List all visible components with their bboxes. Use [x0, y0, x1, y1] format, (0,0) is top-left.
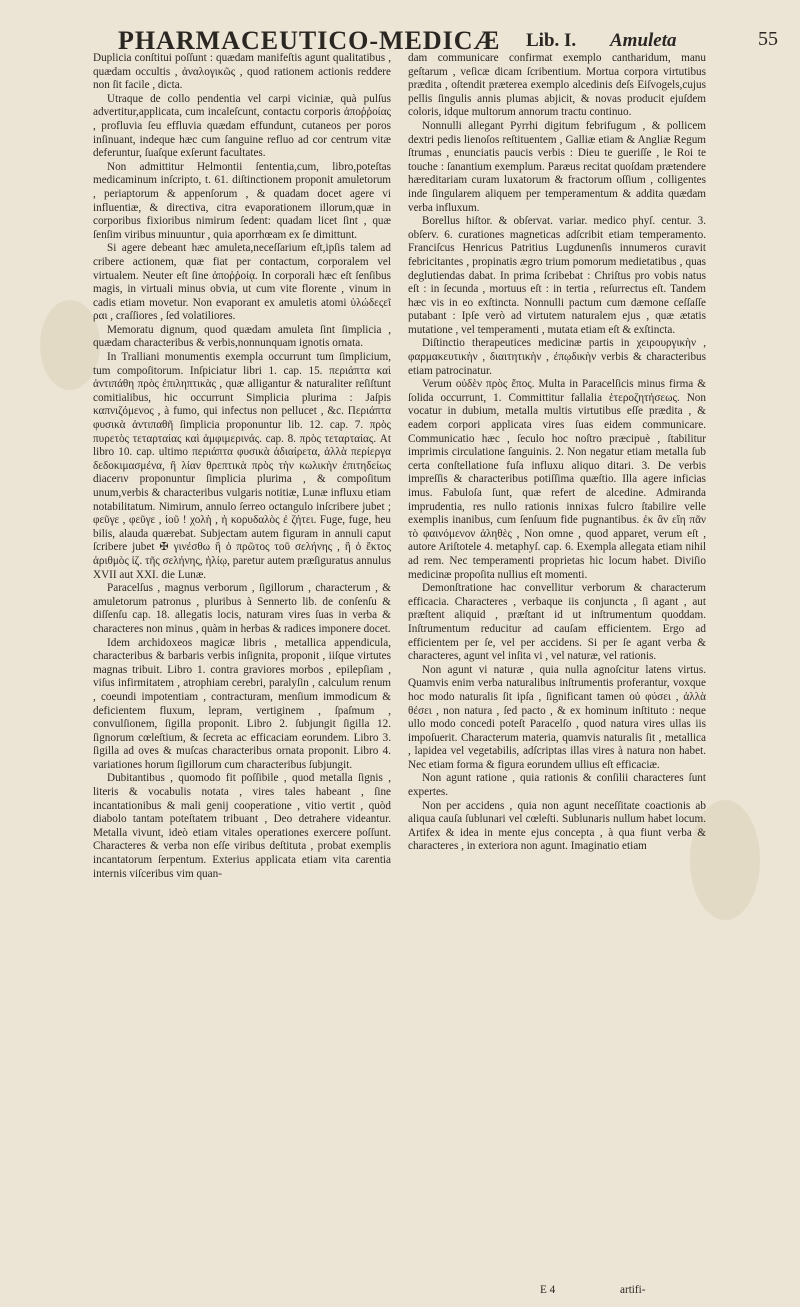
paragraph: dam communicare confirmat exemplo cantharidum, manu geſtarum , veſicæ dicam ſcribentium. Mortua corpora virtutibus prædita , oſtendit præterea exemplo alcedinis deſs Eiſvogels,cujus pellis ſingulis annis plumas abjicit, & novas producit ejuſdem coloris, idque multorum annorum tractu continuo. — [408, 52, 706, 119]
header-running-title: Amuleta — [610, 30, 677, 51]
paragraph: Non agunt ratione , quia rationis & conſilii characteres ſunt expertes. — [408, 772, 706, 799]
header-book-number: Lib. I. — [526, 30, 577, 51]
paragraph: Dubitantibus , quomodo fit poſſibile , quod metalla ſignis , literis & vocabulis notata , vires tales habeant , ſine incantationibus & mali genij cooperatione , vitio vertit , quòd diabolo tantam poteſtatem tribuant , Deo detrahere videantur. Metalla vivunt, ideò etiam vitales operationes exercere poſſunt. Characteres & verba non eſſe viribus deſtituta , probat exemplis incantatorum ſerpentum. Exterius applicata etiam vita carentia internis viſceribus vim quan- — [93, 772, 391, 880]
paragraph: Nonnulli allegant Pyrrhi digitum febrifugum , & pollicem dextri pedis lienoſos reſtituentem , Galliæ etiam & Angliæ Regum ſtrumas , enunciatis paucis verbis : Dieu te gueriſſe , le Roi te touche : ſanantium exemplum. Paræus recitat quoſdam prætendere hæreditariam curam luxatorum & fractorum oſſium , colligentes inde ſingularem aliquem per temperamentum & addita quædam verba influxum. — [408, 119, 706, 214]
paragraph: Non admittitur Helmontii ſententia,cum, libro,poteſtas medicaminum inſcripto, t. 61. diſtinctionem proponit amuletorum , periaptorum & appenſorum , & quadam docet agere vi influentiæ, & directiva, citra evaporationem illorum,quæ in corporibus fixioribus nimirum ſedent: quadam licet ſint , quæ ſenſim viribus minuuntur , quia aporrhœam ex ſe dimittunt. — [93, 160, 391, 241]
left-column — [93, 52, 391, 1284]
paragraph: Borellus hiſtor. & obſervat. variar. medico phyſ. centur. 3. obſerv. 6. curationes magneticas adſcribit etiam temperamento. Franciſcus Henricus Patritius Lugdunenſis innumeros curavit febricitantes , propinatis ægro trium pomorum medietatibus , quas deglutiendas dabat. In prima ſcribebat : Chriſtus pro vobis natus eſt : in ſecunda , mortuus eſt : in tertia , reſurrectus eſt. Tandem hæc vis in eo exſtincta. Nonnulli pactum cum dæmone ceſſaſſe putabant : Ipſe verò ad virtutem naturalem ejus , quæ ætatis mutatione , vel temperamenti , mutata etiam eſt & exſtincta. — [408, 215, 706, 336]
paper-stain — [40, 300, 100, 390]
paragraph: Diſtinctio therapeutices medicinæ partis in χειρουργικὴν , φαρμακευτικὴν , διαιτητικὴν , ἐπῳδικὴν verbis & characteribus etiam patrocinatur. — [408, 337, 706, 377]
catchword: artifi- — [620, 1284, 646, 1296]
paragraph: Memoratu dignum, quod quædam amuleta ſint ſimplicia , quædam characteribus & verbis,nonnunquam ignotis ornata. — [93, 323, 391, 350]
page-number: 55 — [758, 28, 778, 50]
paragraph: Paracelſus , magnus verborum , ſigillorum , characterum , & amuletorum patronus , pluribus à Sennerto lib. de conſenſu & diſſenſu cap. 18. allegatis locis, naturam vires ſuas in verba & characteres non minus , quàm in herbas & radices imponere docet. — [93, 582, 391, 635]
header-title: PHARMACEUTICO-MEDICÆ — [118, 26, 501, 55]
paragraph: Idem archidoxeos magicæ libris , metallica appendicula, characteribus & barbaris verbis inſignita, proponit , iiſque virtutes magnas tribuit. Libro 1. contra graviores morbos , epilepſiam , viſus infirmitatem , atrophiam cerebri, paralyſin , calculum renum , coeundi impotentiam , contracturam, menſium immodicum & deficientem fluxum, lepram, vertiginem , ſpaſmum , convulſionem, ſigilla proponit. Libro 2. ſubjungit ſigilla 12. ſignorum cœleſtium, & ſecreta ac efficaciam eorundem. Libro 3. ſigilla ad oves & muſcas characteribus ornata proponit. Libro 4. variationes horum ſigillorum cum characteribus ſubjungit. — [93, 636, 391, 771]
paragraph: Non per accidens , quia non agunt neceſſitate coactionis ab aliqua cauſa ſublunari vel cœleſti. Sublunaris nullum habet locum. Artifex & idea in mente ejus concepta , à qua fiunt verba & characteres , in exteriora non agunt. Imaginatio etiam — [408, 799, 706, 853]
paragraph: Demonſtratione hac convellitur verborum & characterum efficacia. Characteres , verbaque iis conjuncta , ſi agant , aut præſtent aliquid , præſtant id ut inſtrumentum quoddam. Inſtrumentum reducitur ad cauſam efficientem. Ergo ad efficientem per ſe, vel per accidens. Si per ſe agant verba & characteres, agunt vel inſita vi , vel naturæ, vel rationis. — [408, 582, 706, 663]
paragraph: In Tralliani monumentis exempla occurrunt tum ſimplicium, tum compoſitorum. Inſpiciatur libri 1. cap. 15. περιάπτα καὶ ἀντιπάθη πρὸς ἐπιληπτικὰς , quæ alligantur & naturaliter reſiſtunt comitialibus, hic occurrunt Simplicia plurima : Jaſpis καπνιζόμενος , à fumo, qui infectus non pellucet , &c. Περιάπτα φυσικὰ ἀντιπαθῆ ſimplicia proponuntur lib. 12. cap. 7. πρὸς πυρετὸς τεταρταίας καὶ ἀμφιμερινάς. cap. 8. πρὸς τεταρταίας. At libro 10. cap. ultimo περιάπτα φυσικὰ ἀδιαίρετα, ἀλλὰ περίεργα δεδοκιμασμένα, ἢ λίαν θρεπτικὰ πρὸς τὴν κωλικὴν ἐπιτηδείως diacerιν proponuntur ſimplicia plurima , & compoſitum unum,verbis & characteribus vulgaris notitiæ, Lunæ influxu etiam notabilitatum. Nimirum, annulo ſerreo octangulo inſcribere jubet ; φεῦγε , φεῦγε , ἰοῦ ! χολὴ , ἡ κορυδαλὸς ἐ ζήτει. Fuge, fuge, heu bilis, alauda quærebat. Subjectam autem figuram in annuli caput ſcribere jubet ✠ γινέσθω ἢ ὁ πρῶτος τοῦ σελήνης , ἢ ὁ ἕκτος ἀριθμὸς ἰζ. τῆς σελήνης, ἡλίῳ, paretur autem præſiguratus annulus XVII aut XXI. die Lunæ. — [93, 351, 391, 581]
paragraph: Utraque de collo pendentia vel carpi viciniæ, quà pulſus advertitur,applicata, cum incaleſcunt, contactu corporis ἀποῤῥοίας , profluvia ſeu effluvia quædam effundunt, cutaneos per poros inſinuant, indeque hæc cum ſanguine refluo ad cor centrum vitæ deferuntur, ſuaſque exſerunt facultates. — [93, 92, 391, 160]
paragraph: Verum οὐδὲν πρὸς ἔπος. Multa in Paracelſicis minus firma & ſolida occurrunt, 1. Committitur fallalia ἑτεροζητήσεως. Non vocatur in dubium, metalla multis virtutibus eſſe prædita , & eadem corpori applicata vires ſuas eidem communicare. Communicatio hæc , ſeculo hoc noſtro præcipuè , ſtabilitur imprimis circulatione ſanguinis. 2. Non negatur etiam metalla ſub certa conſtellatione fuſa influxu aliquo ditari. 3. De verbis impreſſis & characteribus potiſſima quæſtio. Illa agere inficias imus. Fabuloſa ſunt, quæ refert de alcedine. Admiranda imprudentia, res nullo rationis innixas fulcro ſtabilire velle exemplis inanibus, cum ſenſuum fide pugnantibus. ἐκ ἂν εἴη πᾶν τὸ φαινόμενον ἀληθὲς , Non omne , quod apparet, verum eſt , autore Ariſtotele 4. metaphyſ. cap. 6. Exempla allegata etiam nihil ad rem. Nec temperamenti proprietas hic locum habet. Diviſio medicinæ propoſita nullius eſt momenti. — [408, 378, 706, 581]
page-footer — [500, 1284, 680, 1298]
paragraph: Duplicia conſtitui poſſunt : quædam manifeſtis agunt qualitatibus , quædam occultis , ἀναλογικῶς , quod rationem actionis reddere non ſit facile , dicta. — [93, 52, 391, 92]
paragraph: Non agunt vi naturæ , quia nulla agnoſcitur latens virtus. Quamvis enim verba naturalibus inſtrumentis proferantur, voxque hoc modo naturalis ſit ipſa , ſignificant tamen οὐ φύσει , ἀλλὰ θέσει , non natura , ſed pacto , & ex hominum inſtituto : neque ullo modo concedi poteſt Paracelſo , quod natura vires ullas iis impoſuerit. Characterum materia, quamvis naturalis ſit , metallica , lapidea vel vegetabilis, adſcriptas illas vires à natura non habet. Nec etiam forma & figura eorundem ullius eſt efficaciæ. — [408, 663, 706, 771]
paragraph: Si agere debeant hæc amuleta,neceſſarium eſt,ipſis talem ad cribere actionem, quæ fiat per contactum, corporalem vel virtualem. Neuter eſt ſine ἀποῤῥοίᾳ. In corporali hæc eſt ſenſibus magis, in virtuali minus obvia, ut cum vite florente , vinum in cadis etiam movetur. Non evaporant ex amuletis atomi ὑλώδεςεῖ ραι , craſſiores , ſed volatiliores. — [93, 242, 391, 323]
right-column — [408, 52, 706, 1284]
signature-mark: E 4 — [540, 1284, 556, 1296]
